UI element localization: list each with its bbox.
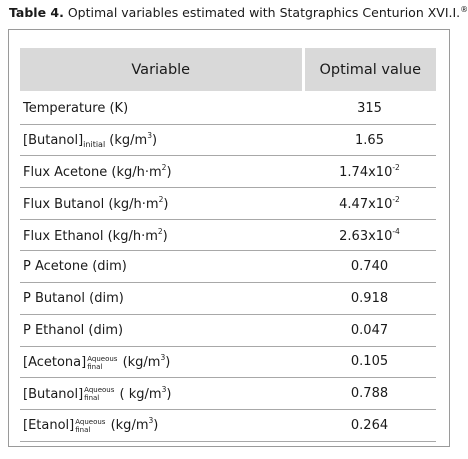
column-header-optimal-value: Optimal value xyxy=(303,48,436,92)
unit-exponent: 2 xyxy=(158,194,164,204)
table-row xyxy=(20,124,436,156)
value-exponent: -2 xyxy=(392,194,400,204)
superscript: Aqueous xyxy=(87,354,118,363)
unit-text: (kg/m xyxy=(118,355,161,371)
unit-exponent: 3 xyxy=(148,416,154,426)
variable-text: [Butanol] xyxy=(23,133,84,149)
variable-cell xyxy=(20,409,303,441)
subscript: initial xyxy=(83,140,106,150)
variable-cell xyxy=(20,92,303,124)
variable-text: [Acetona] xyxy=(23,355,87,371)
value-text: 0.047 xyxy=(350,322,389,338)
table-row xyxy=(20,314,436,346)
column-header-variable: Variable xyxy=(20,48,303,92)
variable-text: P Acetone (dim) xyxy=(23,259,127,275)
unit-exponent: 3 xyxy=(147,131,152,141)
value-text: 0.264 xyxy=(350,417,389,433)
optimal-value-cell xyxy=(303,346,436,378)
variable-text: Flux Acetone (kg/h·m xyxy=(23,165,162,181)
unit-exponent: 2 xyxy=(157,226,163,236)
value-mantissa: 4.47x10 xyxy=(339,196,393,212)
variable-cell xyxy=(20,314,303,346)
subscript: final xyxy=(75,425,91,434)
variable-cell xyxy=(20,188,303,220)
unit-close: ) xyxy=(163,196,169,212)
variable-cell xyxy=(20,156,303,188)
table-row xyxy=(20,251,436,283)
unit-close: ) xyxy=(151,133,158,149)
subscript: final xyxy=(84,394,100,403)
table-row xyxy=(20,409,436,441)
caption-text: Optimal variables estimated with Statgraphics Centurion XVI.I. xyxy=(63,5,461,20)
optimal-value-cell xyxy=(303,188,436,220)
variable-cell xyxy=(20,346,303,378)
value-text: 0.918 xyxy=(350,290,389,306)
unit-close: ) xyxy=(162,228,168,244)
value-exponent: -4 xyxy=(392,226,400,236)
variable-text: [Etanol] xyxy=(23,418,75,434)
value-text: 0.788 xyxy=(350,386,389,402)
unit-text: (kg/m xyxy=(106,418,149,434)
table-row xyxy=(20,283,436,315)
unit-close: ) xyxy=(166,165,172,181)
table-row xyxy=(20,346,436,378)
variable-text: Flux Butanol (kg/h·m xyxy=(23,196,159,212)
superscript: Aqueous xyxy=(75,417,106,426)
value-text: 1.65 xyxy=(355,132,384,148)
variable-text: P Butanol (dim) xyxy=(23,290,124,306)
variable-text: P Ethanol (dim) xyxy=(23,322,124,338)
variable-text: Temperature (K) xyxy=(23,100,129,116)
super-sub-stack xyxy=(87,355,117,371)
variable-text: Flux Ethanol (kg/h·m xyxy=(23,228,158,244)
optimal-value-cell xyxy=(303,219,436,251)
table-caption xyxy=(9,5,468,20)
caption-label: Table 4. xyxy=(9,5,64,20)
super-sub-stack xyxy=(84,386,114,402)
superscript: Aqueous xyxy=(84,386,115,395)
value-text: 315 xyxy=(357,100,382,116)
variable-cell xyxy=(20,124,303,156)
value-mantissa: 2.63x10 xyxy=(339,228,393,244)
variable-cell xyxy=(20,219,303,251)
optimal-value-cell xyxy=(303,124,436,156)
unit-text: ( kg/m xyxy=(115,386,162,402)
unit-close: ) xyxy=(165,355,171,371)
table-row xyxy=(20,378,436,410)
registered-mark: ® xyxy=(460,5,468,14)
value-exponent: -2 xyxy=(392,163,400,173)
super-sub-stack xyxy=(75,418,105,434)
header-row xyxy=(20,48,436,92)
table-row xyxy=(20,92,436,124)
variable-text: [Butanol] xyxy=(23,386,84,402)
optimal-value-cell xyxy=(303,378,436,410)
variable-cell xyxy=(20,251,303,283)
value-mantissa: 1.74x10 xyxy=(339,165,393,181)
variable-cell xyxy=(20,378,303,410)
optimal-value-cell xyxy=(303,283,436,315)
value-text: 0.740 xyxy=(350,259,389,275)
variable-cell xyxy=(20,283,303,315)
subscript: final xyxy=(87,362,103,371)
unit-exponent: 3 xyxy=(161,384,167,394)
unit-exponent: 2 xyxy=(161,163,167,173)
unit-close: ) xyxy=(153,418,159,434)
optimal-value-cell xyxy=(303,156,436,188)
optimal-variables-table xyxy=(20,48,436,442)
unit-exponent: 3 xyxy=(160,353,166,363)
optimal-value-cell xyxy=(303,409,436,441)
table-row xyxy=(20,188,436,220)
table-row xyxy=(20,219,436,251)
value-text: 0.105 xyxy=(350,354,389,370)
optimal-value-cell xyxy=(303,314,436,346)
optimal-value-cell xyxy=(303,251,436,283)
table-row xyxy=(20,156,436,188)
unit-close: ) xyxy=(166,386,172,402)
optimal-value-cell xyxy=(303,92,436,124)
unit-text: (kg/m xyxy=(105,133,148,149)
